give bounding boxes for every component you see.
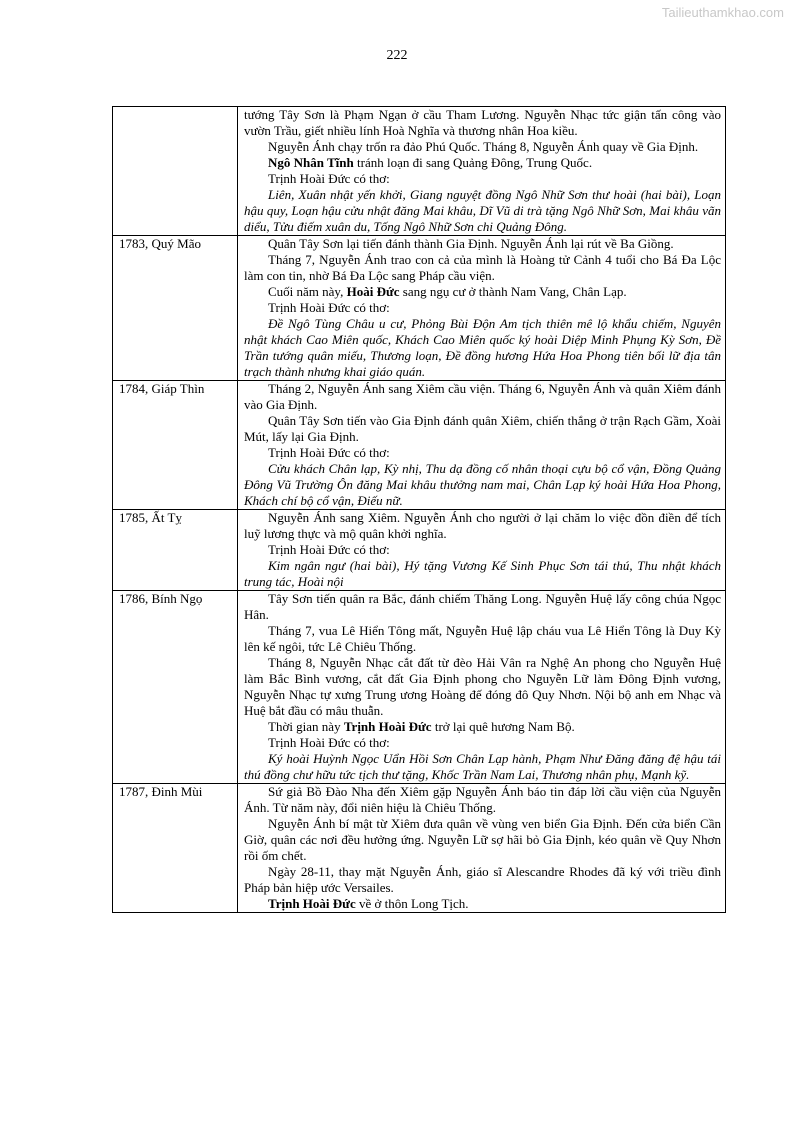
paragraph-text: Tháng 2, Nguyễn Ánh sang Xiêm cầu viện. Tháng 6, Nguyễn Ánh và quân Xiêm đánh vào Gia Định.	[244, 381, 721, 412]
event-paragraph	[244, 445, 721, 461]
event-cell	[238, 784, 726, 913]
chronology-table	[112, 106, 726, 913]
person-name: Trịnh Hoài Đức	[343, 719, 432, 734]
paragraph-text: sang ngụ cư ở thành Nam Vang, Chân Lạp.	[399, 284, 627, 299]
person-name: Hoài Đức	[346, 284, 400, 299]
poem-list	[244, 316, 721, 380]
event-paragraph	[244, 735, 721, 751]
paragraph-text: Cửu khách Chân lạp, Kỳ nhị, Thu dạ đồng cố nhân thoại cựu bộ cổ vận, Đồng Quảng Đông Vũ Trường Ôn đăng Mai khâu thưởng nam mai, Chân Lạp ký hoài Hứa Hoa Phong, Khách chí bộ cổ vận, Điếu nữ.	[244, 461, 721, 508]
event-paragraph	[244, 155, 721, 171]
year-cell: 1785, Ất Tỵ	[113, 510, 238, 591]
person-name: Trịnh Hoài Đức	[268, 896, 356, 911]
paragraph-text: Trịnh Hoài Đức có thơ:	[268, 735, 390, 750]
event-paragraph	[244, 300, 721, 316]
event-paragraph	[244, 107, 721, 139]
paragraph-text: Nguyễn Ánh chạy trốn ra đảo Phú Quốc. Tháng 8, Nguyễn Ánh quay về Gia Định.	[268, 139, 699, 154]
year-cell: 1783, Quý Mão	[113, 236, 238, 381]
event-paragraph	[244, 655, 721, 719]
paragraph-text: Ký hoài Huỳnh Ngọc Uẩn Hồi Sơn Chân Lạp hành, Phạm Như Đăng đăng đệ hậu tái thú đồng chư hữu tức tịch thư tặng, Khốc Trần Nam Lai, Thương nhân phụ, Mạnh kỹ.	[244, 751, 721, 782]
paragraph-text: Trịnh Hoài Đức có thơ:	[268, 171, 390, 186]
year-cell	[113, 107, 238, 236]
paragraph-text: Tháng 7, vua Lê Hiển Tông mất, Nguyễn Huệ lập cháu vua Lê Hiển Tông là Duy Kỳ lên kế ngôi, tức Lê Chiêu Thống.	[244, 623, 721, 654]
table-row	[113, 236, 726, 381]
poem-list	[244, 558, 721, 590]
table-row	[113, 510, 726, 591]
paragraph-text: Tây Sơn tiến quân ra Bắc, đánh chiếm Thăng Long. Nguyễn Huệ lấy công chúa Ngọc Hân.	[244, 591, 721, 622]
event-cell	[238, 381, 726, 510]
event-paragraph	[244, 381, 721, 413]
paragraph-text: trở lại quê hương Nam Bộ.	[431, 719, 575, 734]
event-paragraph	[244, 591, 721, 623]
event-paragraph	[244, 784, 721, 816]
paragraph-text: Đề Ngô Tùng Châu u cư, Phỏng Bùi Độn Am tịch thiên mê lộ khẩu chiếm, Nguyên nhật khách Cao Miên quốc, Khách Cao Miên quốc ký hoài Diệp Minh Phụng Kỳ Sơn, Đề Trần tướng quân miếu, Thương loạn, Đề đồng hương Hứa Hoa Phong tiên bối lữ địa tân trạch thành nhưng khai giáo quán.	[244, 316, 721, 379]
event-paragraph	[244, 864, 721, 896]
table-row	[113, 591, 726, 784]
event-paragraph	[244, 816, 721, 864]
paragraph-text: Tháng 7, Nguyễn Ánh trao con cả của mình là Hoàng tử Cảnh 4 tuổi cho Bá Đa Lộc làm con tin, nhờ Bá Đa Lộc sang Pháp cầu viện.	[244, 252, 721, 283]
paragraph-text: Trịnh Hoài Đức có thơ:	[268, 542, 390, 557]
poem-list	[244, 751, 721, 783]
event-paragraph	[244, 252, 721, 284]
paragraph-text: Thời gian này	[268, 719, 344, 734]
paragraph-text: Ngày 28-11, thay mặt Nguyễn Ánh, giáo sĩ Alescandre Rhodes đã ký với triều đình Pháp bản hiệp ước Versailes.	[244, 864, 721, 895]
year-cell: 1784, Giáp Thìn	[113, 381, 238, 510]
poem-list	[244, 461, 721, 509]
paragraph-text: Tháng 8, Nguyễn Nhạc cắt đất từ đèo Hải Vân ra Nghệ An phong cho Nguyễn Huệ làm Bắc Bình vương, cắt đất Gia Định phong cho Nguyễn Lữ làm Đông Định vương, Nguyễn Nhạc tự xưng Trung ương Hoàng đế đóng đô Quy Nhơn. Nội bộ anh em Nhạc và Huệ bắt đầu có mâu thuẫn.	[244, 655, 721, 718]
event-paragraph	[244, 413, 721, 445]
poem-list	[244, 187, 721, 235]
paragraph-text: Nguyễn Ánh bí mật từ Xiêm đưa quân về vùng ven biển Gia Định. Đến cửa biển Cần Giờ, quân các nơi đều hưởng ứng. Nguyễn Lữ sợ hãi bỏ Gia Định, kéo quân về Quy Nhơn rồi ốm chết.	[244, 816, 721, 863]
event-cell	[238, 510, 726, 591]
event-cell	[238, 107, 726, 236]
page-number: 222	[386, 48, 408, 63]
paragraph-text: về ở thôn Long Tịch.	[355, 896, 469, 911]
paragraph-text: Quân Tây Sơn tiến vào Gia Định đánh quân Xiêm, chiến thắng ở trận Rạch Gầm, Xoài Mút, lấy lại Gia Định.	[244, 413, 721, 444]
paragraph-text: Cuối năm này,	[268, 284, 347, 299]
paragraph-text: Kim ngân ngư (hai bài), Hý tặng Vương Kế Sinh Phục Sơn tái thú, Thu nhật khách trung tác, Hoài nội	[244, 558, 721, 589]
paragraph-text: tránh loạn đi sang Quảng Đông, Trung Quốc.	[353, 155, 593, 170]
event-paragraph	[244, 896, 721, 912]
watermark: Tailieuthamkhao.com	[661, 5, 784, 20]
paragraph-text: Quân Tây Sơn lại tiến đánh thành Gia Định. Nguyễn Ánh lại rút về Ba Giồng.	[268, 236, 674, 251]
paragraph-text: tướng Tây Sơn là Phạm Ngạn ở cầu Tham Lương. Nguyễn Nhạc tức giận tấn công vào vườn Trầu, giết nhiều lính Hoà Nghĩa và thương nhân Hoa kiều.	[244, 107, 721, 138]
event-paragraph	[244, 510, 721, 542]
paragraph-text: Sứ giả Bồ Đào Nha đến Xiêm gặp Nguyễn Ánh báo tin đáp lời cầu viện của Nguyễn Ánh. Từ năm này, đổi niên hiệu là Chiêu Thống.	[244, 784, 721, 815]
event-paragraph	[244, 139, 721, 155]
year-cell: 1787, Đinh Mùi	[113, 784, 238, 913]
event-paragraph	[244, 719, 721, 735]
event-cell	[238, 236, 726, 381]
paragraph-text: Nguyễn Ánh sang Xiêm. Nguyễn Ánh cho người ở lại chăm lo việc đồn điền để tích luỹ lương thực và mộ quân khởi nghĩa.	[244, 510, 721, 541]
chronology-body	[113, 107, 726, 913]
table-row	[113, 381, 726, 510]
year-cell: 1786, Bính Ngọ	[113, 591, 238, 784]
event-paragraph	[244, 236, 721, 252]
paragraph-text: Trịnh Hoài Đức có thơ:	[268, 445, 390, 460]
event-cell	[238, 591, 726, 784]
paragraph-text: Trịnh Hoài Đức có thơ:	[268, 300, 390, 315]
person-name: Ngô Nhân Tĩnh	[268, 155, 354, 170]
event-paragraph	[244, 542, 721, 558]
table-row	[113, 107, 726, 236]
event-paragraph	[244, 171, 721, 187]
event-paragraph	[244, 623, 721, 655]
paragraph-text: Liên, Xuân nhật yến khởi, Giang nguyệt đồng Ngô Nhữ Sơn thư hoài (hai bài), Loạn hậu quy, Loạn hậu cửu nhật đăng Mai khâu, Dĩ Vũ di trà tặng Ngô Nhữ Sơn, Mai khâu vãn diểu, Tửu điếm xuân du, Tống Ngô Nhữ Sơn chi Quảng Đông.	[244, 187, 721, 234]
table-row	[113, 784, 726, 913]
event-paragraph	[244, 284, 721, 300]
